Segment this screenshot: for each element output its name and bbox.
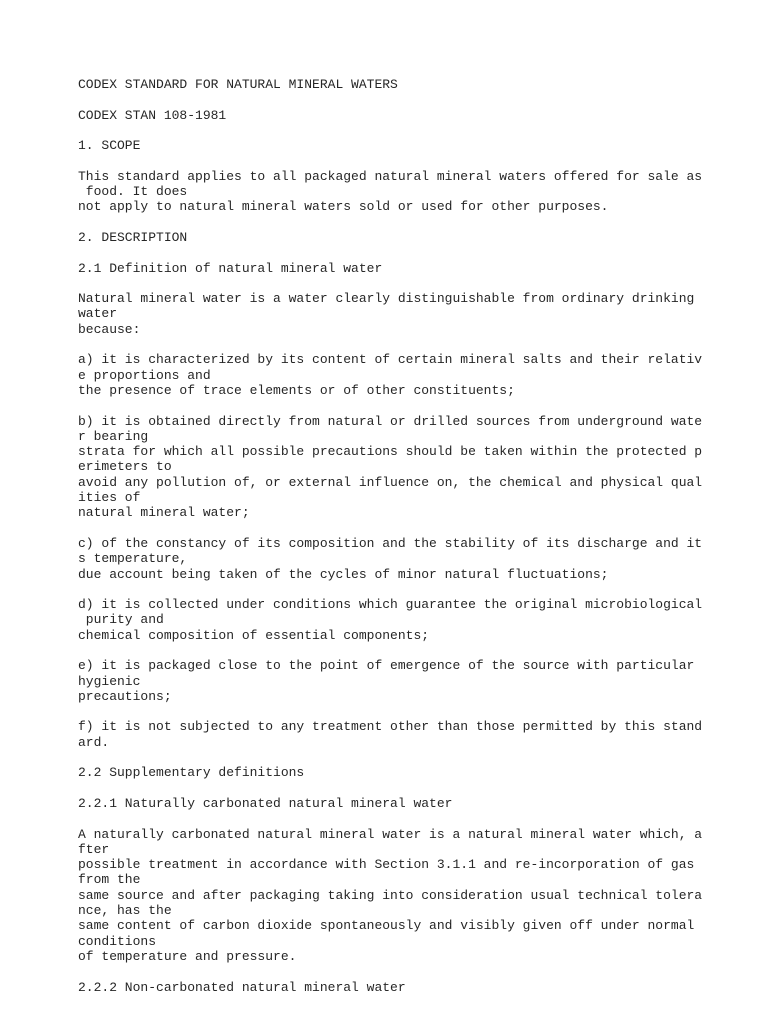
noncarbonated-heading: 2.2.2 Non-carbonated natural mineral water <box>78 979 406 995</box>
text-line: This standard applies to all packaged natural mineral waters offered for sale as <box>78 168 703 184</box>
text-line: erimeters to <box>78 459 172 475</box>
item-c <box>78 535 703 582</box>
text-line: water <box>78 306 118 322</box>
item-d <box>78 597 703 643</box>
text-line: from the <box>78 872 141 888</box>
item-b <box>78 413 703 521</box>
item-e <box>78 658 698 704</box>
text-line: b) it is obtained directly from natural or drilled sources from underground wate <box>78 413 703 429</box>
text-line: strata for which all possible precautions should be taken within the protected p <box>78 444 703 460</box>
item-a <box>78 352 703 398</box>
text-line: r bearing <box>78 428 149 444</box>
supplementary-heading: 2.2 Supplementary definitions <box>78 765 305 781</box>
text-line: e proportions and <box>78 367 211 383</box>
text-line: nce, has the <box>78 903 172 919</box>
scope-paragraph <box>78 168 703 215</box>
text-line: c) of the constancy of its composition and the stability of its discharge and it <box>78 535 703 551</box>
text-line: precautions; <box>78 688 172 704</box>
text-line: because: <box>78 321 141 337</box>
item-f <box>78 719 703 750</box>
text-line: possible treatment in accordance with Section 3.1.1 and re-incorporation of gas <box>78 857 695 873</box>
definition-heading: 2.1 Definition of natural mineral water <box>78 260 383 276</box>
text-line: of temperature and pressure. <box>78 948 297 964</box>
text-line: the presence of trace elements or of other constituents; <box>78 382 515 398</box>
text-line: fter <box>78 841 110 857</box>
text-line: Natural mineral water is a water clearly distinguishable from ordinary drinking <box>78 291 695 307</box>
text-line: hygienic <box>78 673 141 689</box>
text-line: ard. <box>78 734 110 750</box>
text-line: e) it is packaged close to the point of emergence of the source with particular <box>78 658 695 674</box>
text-line: not apply to natural mineral waters sold or used for other purposes. <box>78 199 609 215</box>
text-line: A naturally carbonated natural mineral water is a natural mineral water which, a <box>78 826 703 842</box>
text-line: ities of <box>78 490 141 506</box>
carbonated-paragraph <box>78 826 703 965</box>
text-line: purity and <box>78 612 164 628</box>
document-page <box>78 77 703 995</box>
document-code: CODEX STAN 108-1981 <box>78 107 227 123</box>
text-line: f) it is not subjected to any treatment other than those permitted by this stand <box>78 719 703 735</box>
carbonated-heading: 2.2.1 Naturally carbonated natural mineral water <box>78 795 453 811</box>
text-line: avoid any pollution of, or external influence on, the chemical and physical qual <box>78 474 703 490</box>
definition-intro <box>78 291 698 337</box>
text-line: a) it is characterized by its content of certain mineral salts and their relativ <box>78 352 703 368</box>
text-line: food. It does <box>78 184 188 200</box>
description-heading: 2. DESCRIPTION <box>78 229 188 245</box>
text-line: conditions <box>78 933 157 949</box>
text-line: due account being taken of the cycles of minor natural fluctuations; <box>78 566 609 582</box>
text-line: same content of carbon dioxide spontaneously and visibly given off under normal <box>78 918 695 934</box>
text-line: natural mineral water; <box>78 505 250 521</box>
document-title: CODEX STANDARD FOR NATURAL MINERAL WATERS <box>78 77 398 92</box>
scope-heading: 1. SCOPE <box>78 138 141 154</box>
text-line: s temperature, <box>78 551 188 567</box>
text-line: d) it is collected under conditions which guarantee the original microbiological <box>78 597 703 613</box>
text-line: chemical composition of essential components; <box>78 627 430 643</box>
text-line: same source and after packaging taking into consideration usual technical tolera <box>78 887 703 903</box>
